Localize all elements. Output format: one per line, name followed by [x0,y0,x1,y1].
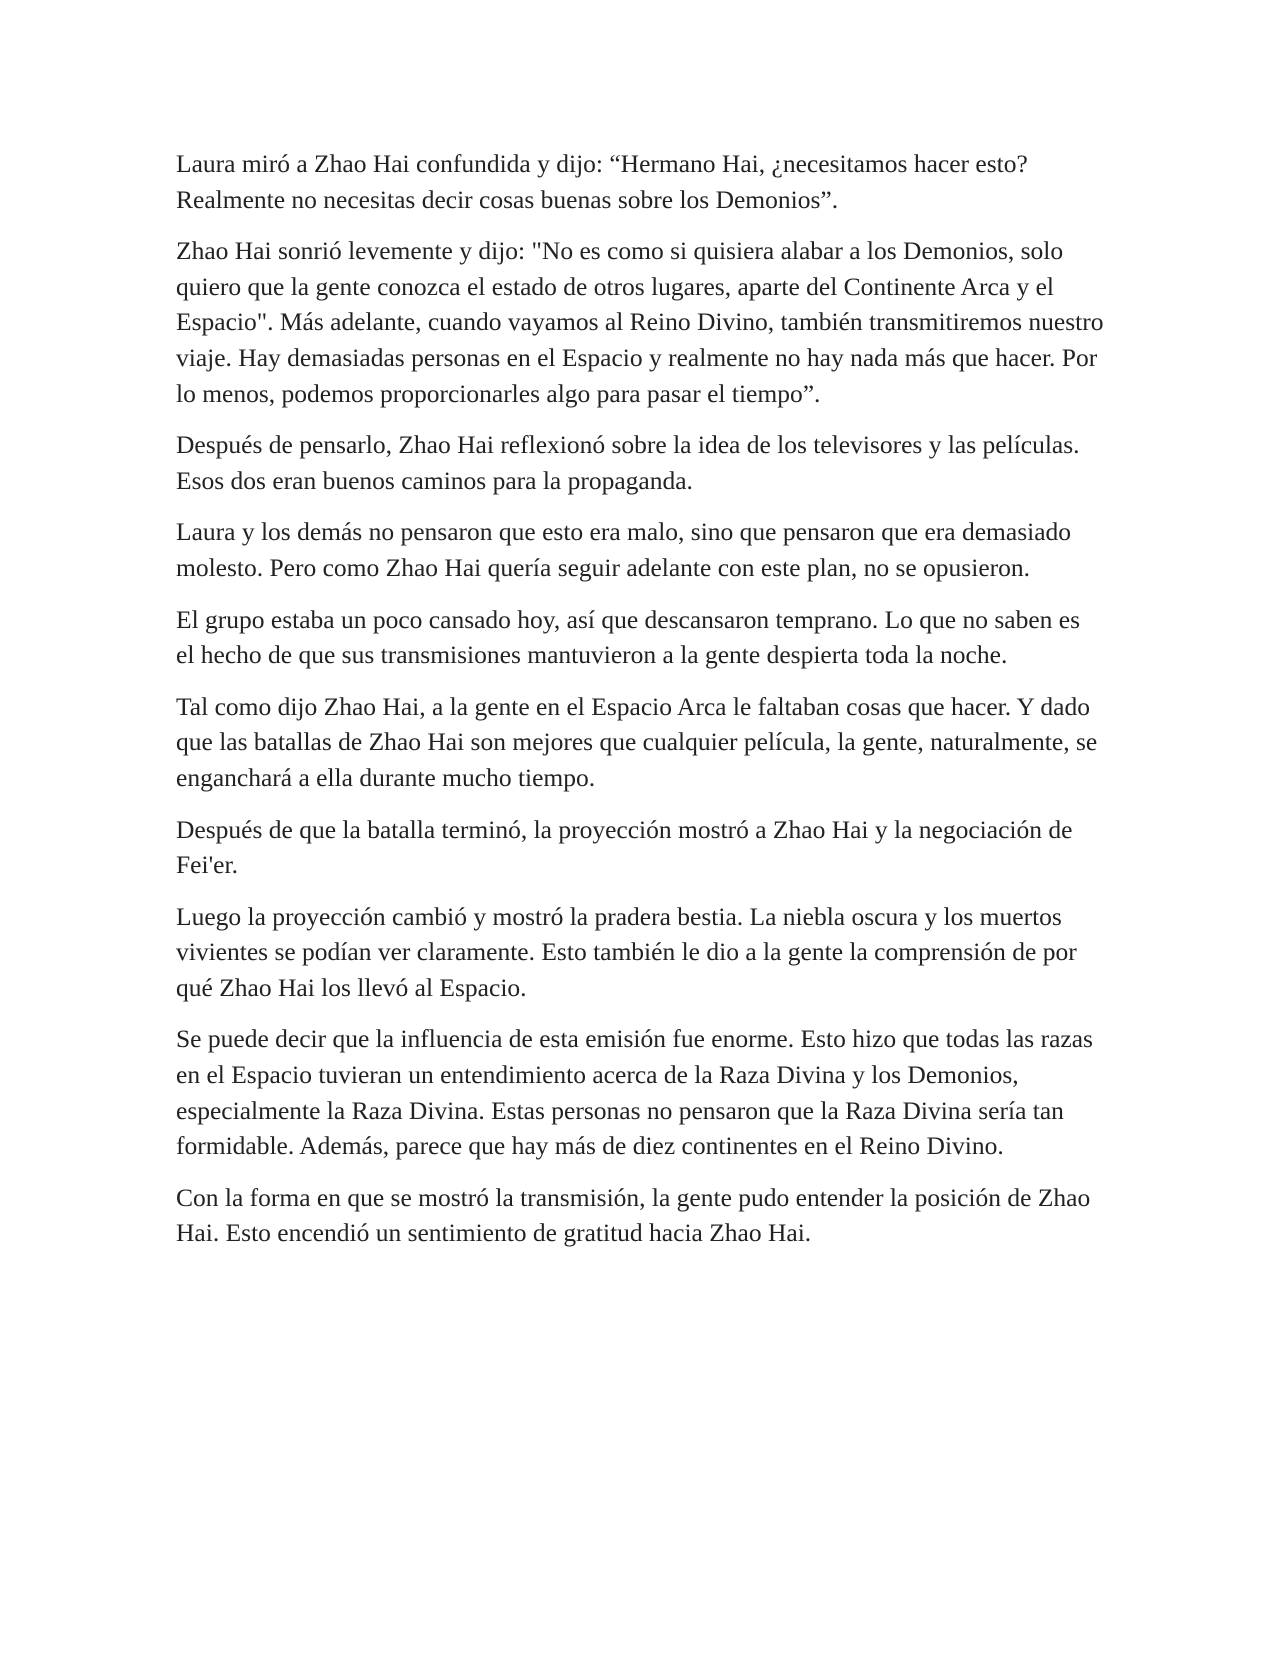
document-body [176,146,1104,1251]
paragraph-6: Tal como dijo Zhao Hai, a la gente en el Espacio Arca le faltaban cosas que hacer. Y dado que las batallas de Zhao Hai son mejores que cualquier película, la gente, naturalmente, se enganchará a ella durante mucho tiempo. [176,691,1098,792]
paragraph-5: El grupo estaba un poco cansado hoy, así que descansaron temprano. Lo que no saben es el hecho de que sus transmisiones mantuvieron a la gente despierta toda la noche. [176,604,1081,670]
paragraph-10: Con la forma en que se mostró la transmisión, la gente pudo entender la posición de Zhao Hai. Esto encendió un sentimiento de gratitud hacia Zhao Hai. [176,1182,1091,1248]
paragraph-2: Zhao Hai sonrió levemente y dijo: "No es como si quisiera alabar a los Demonios, solo quiero que la gente conozca el estado de otros lugares, aparte del Continente Arca y el Espacio". Más adelante, cuando vayamos al Reino Divino, también transmitiremos nuestro viaje. Hay demasiadas personas en el Espacio y realmente no hay nada más que hacer. Por lo menos, podemos proporcionarles algo para pasar el tiempo”. [176,236,1104,408]
paragraph-3: Después de pensarlo, Zhao Hai reflexionó sobre la idea de los televisores y las películas. Esos dos eran buenos caminos para la propaganda. [176,430,1080,495]
paragraph-7: Después de que la batalla terminó, la proyección mostró a Zhao Hai y la negociación de Fei'er. [176,814,1073,880]
paragraph-9: Se puede decir que la influencia de esta emisión fue enorme. Esto hizo que todas las razas en el Espacio tuvieran un entendimiento acerca de la Raza Divina y los Demonios, especialmente la Raza Divina. Estas personas no pensaron que la Raza Divina sería tan formidable. Además, parece que hay más de diez continentes en el Reino Divino. [176,1024,1093,1161]
paragraph-8: Luego la proyección cambió y mostró la pradera bestia. La niebla oscura y los muertos vivientes se podían ver claramente. Esto también le dio a la gente la comprensión de por qué Zhao Hai los llevó al Espacio. [176,901,1077,1002]
paragraph-4: Laura y los demás no pensaron que esto era malo, sino que pensaron que era demasiado molesto. Pero como Zhao Hai quería seguir adelante con este plan, no se opusieron. [176,517,1072,582]
paragraph-1: Laura miró a Zhao Hai confundida y dijo: “Hermano Hai, ¿necesitamos hacer esto? Realmente no necesitas decir cosas buenas sobre los Demonios”. [176,149,1028,214]
